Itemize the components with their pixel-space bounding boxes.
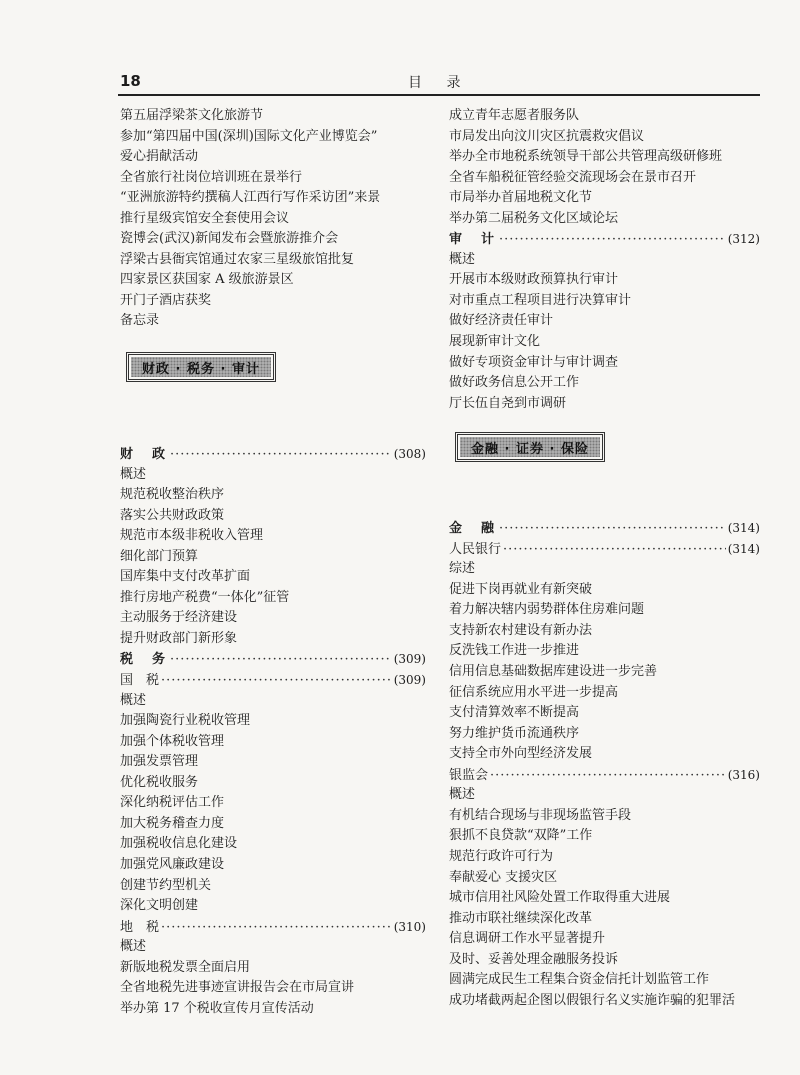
toc-item[interactable]: 加强陶瓷行业税收管理 — [120, 713, 251, 729]
toc-entry-tax[interactable] — [120, 649, 426, 670]
leader-dots — [490, 766, 726, 786]
toc-item[interactable]: 规范行政许可行为 — [449, 848, 554, 864]
entry-label: 银监会 — [449, 767, 489, 783]
toc-item[interactable]: 着力解决辖内弱势群体住房难问题 — [449, 602, 645, 618]
toc-entry-pboc[interactable] — [449, 539, 760, 560]
toc-item[interactable]: “亚洲旅游特约撰稿人江西行写作采访团”来景 — [120, 190, 381, 206]
toc-item[interactable]: 浮梁古县衙宾馆通过农家三星级旅馆批复 — [120, 251, 355, 267]
toc-item[interactable]: 概述 — [120, 692, 147, 708]
toc-item[interactable]: 概述 — [120, 939, 147, 955]
leader-dots — [499, 519, 726, 539]
entry-page: (309) — [393, 673, 426, 688]
entry-label: 地 税 — [120, 919, 160, 935]
finance-list — [120, 465, 426, 650]
toc-item[interactable]: 狠抓不良贷款“双降”工作 — [449, 828, 593, 844]
page-number: 18 — [120, 72, 141, 90]
toc-item[interactable]: 支持新农村建设有新办法 — [449, 622, 593, 638]
dishui-list — [120, 937, 426, 1019]
toc-item[interactable]: 主动服务于经济建设 — [120, 610, 238, 626]
toc-item[interactable]: 支持全市外向型经济发展 — [449, 746, 593, 762]
section-banner-finance-securities-insurance — [455, 432, 605, 462]
toc-entry-cbrc[interactable] — [449, 765, 760, 786]
toc-item[interactable]: 全省旅行社岗位培训班在景举行 — [120, 169, 303, 185]
section-banner-finance-tax-audit — [126, 352, 276, 382]
leader-dots — [161, 671, 392, 691]
dishui-continued-list — [449, 106, 760, 229]
toc-item[interactable]: 反洗钱工作进一步推进 — [449, 643, 580, 659]
toc-item[interactable]: 深化纳税评估工作 — [120, 795, 225, 811]
toc-item[interactable]: 推动市联社继续深化改革 — [449, 910, 593, 926]
toc-item[interactable]: 加强党风廉政建设 — [120, 856, 225, 872]
toc-item[interactable]: 综述 — [449, 561, 476, 577]
toc-item[interactable]: 展现新审计文化 — [449, 334, 541, 350]
toc-item[interactable]: 有机结合现场与非现场监管手段 — [449, 807, 632, 823]
toc-item[interactable]: 优化税收服务 — [120, 774, 199, 790]
entry-label: 税 务 — [120, 652, 169, 668]
toc-item[interactable]: 促进下岗再就业有新突破 — [449, 581, 593, 597]
entry-page: (309) — [393, 652, 426, 667]
toc-item[interactable]: 创建节约型机关 — [120, 877, 212, 893]
left-column — [120, 106, 426, 1019]
toc-item[interactable]: 全省车船税征管经验交流现场会在景市召开 — [449, 169, 697, 185]
toc-item[interactable]: 成功堵截两起企图以假银行名义实施诈骗的犯罪活 — [449, 992, 736, 1008]
toc-item[interactable]: 做好政务信息公开工作 — [449, 375, 580, 391]
page-header — [118, 72, 760, 96]
toc-item[interactable]: 成立青年志愿者服务队 — [449, 108, 580, 123]
toc-item[interactable]: 奉献爱心 支援灾区 — [449, 869, 558, 885]
toc-item[interactable]: 规范市本级非税收入管理 — [120, 528, 264, 544]
toc-item[interactable]: 城市信用社风险处置工作取得重大进展 — [449, 890, 671, 906]
leader-dots — [499, 230, 726, 250]
toc-item[interactable]: 加强税收信息化建设 — [120, 836, 238, 852]
toc-entry-jinrong[interactable] — [449, 518, 760, 539]
toc-item[interactable]: 爱心捐献活动 — [120, 149, 199, 165]
toc-item[interactable]: 新版地税发票全面启用 — [120, 959, 251, 975]
leader-dots — [170, 445, 392, 465]
entry-label: 金 融 — [449, 521, 498, 537]
right-column — [449, 106, 760, 1011]
toc-entry-guoshui[interactable] — [120, 670, 426, 691]
entry-page: (312) — [727, 232, 760, 247]
leader-dots — [170, 650, 392, 670]
toc-entry-finance[interactable] — [120, 444, 426, 465]
toc-item[interactable]: 细化部门预算 — [120, 548, 199, 564]
toc-item[interactable]: 举办全市地税系统领导干部公共管理高级研修班 — [449, 149, 723, 165]
tourism-list — [120, 106, 426, 332]
toc-item[interactable]: 市局举办首届地税文化节 — [449, 190, 593, 206]
entry-label: 人民银行 — [449, 541, 502, 557]
entry-page: (316) — [727, 767, 760, 782]
toc-item[interactable]: 规范税收整治秩序 — [120, 487, 225, 503]
toc-entry-audit[interactable] — [449, 229, 760, 250]
toc-item[interactable]: 支付清算效率不断提高 — [449, 705, 580, 721]
entry-label: 审 计 — [449, 232, 498, 248]
toc-item[interactable]: 市局发出向汶川灾区抗震救灾倡议 — [449, 128, 645, 144]
toc-item[interactable]: 加强发票管理 — [120, 754, 199, 770]
toc-item[interactable]: 厅长伍自尧到市调研 — [449, 395, 567, 411]
toc-item[interactable]: 开展市本级财政预算执行审计 — [449, 272, 619, 288]
toc-item[interactable]: 及时、妥善处理金融服务投诉 — [449, 951, 619, 967]
toc-entry-dishui[interactable] — [120, 917, 426, 938]
toc-item[interactable]: 加强个体税收管理 — [120, 733, 225, 749]
entry-label: 国 税 — [120, 673, 160, 689]
cbrc-list — [449, 785, 760, 1011]
leader-dots — [503, 540, 726, 560]
toc-item[interactable]: 深化文明创建 — [120, 898, 199, 914]
toc-item[interactable]: 推行房地产税费“一体化”征管 — [120, 589, 290, 605]
toc-item[interactable]: 征信系统应用水平进一步提高 — [449, 684, 619, 700]
banner-label: 金融 · 证券 · 保险 — [460, 437, 600, 457]
entry-label: 财 政 — [120, 447, 169, 463]
toc-item[interactable]: 信息调研工作水平显著提升 — [449, 931, 606, 947]
leader-dots — [161, 918, 392, 938]
guoshui-list — [120, 691, 426, 917]
toc-item[interactable]: 落实公共财政政策 — [120, 507, 225, 523]
toc-item[interactable]: 第五届浮梁茶文化旅游节 — [120, 108, 264, 123]
toc-item[interactable]: 瓷博会(武汉)新闻发布会暨旅游推介会 — [120, 231, 339, 247]
entry-page: (310) — [393, 919, 426, 934]
page-title: 目 录 — [408, 75, 471, 91]
toc-item[interactable]: 推行星级宾馆安全套使用会议 — [120, 210, 290, 226]
toc-item[interactable]: 全省地税先进事迹宣讲报告会在市局宣讲 — [120, 980, 355, 996]
entry-page: (308) — [393, 447, 426, 462]
toc-item[interactable]: 开门子酒店获奖 — [120, 292, 212, 308]
toc-item[interactable]: 信用信息基础数据库建设进一步完善 — [449, 664, 658, 680]
toc-item[interactable]: 举办第二届税务文化区域论坛 — [449, 210, 619, 226]
toc-item[interactable]: 对市重点工程项目进行决算审计 — [449, 292, 632, 308]
entry-page: (314) — [727, 521, 760, 536]
toc-item[interactable]: 提升财政部门新形象 — [120, 630, 238, 646]
toc-item[interactable]: 参加“第四届中国(深圳)国际文化产业博览会” — [120, 128, 378, 144]
toc-item[interactable]: 举办第 17 个税收宣传月宣传活动 — [120, 1000, 314, 1016]
banner-label: 财政 · 税务 · 审计 — [131, 357, 271, 377]
audit-list — [449, 250, 760, 414]
toc-item[interactable]: 做好专项资金审计与审计调查 — [449, 354, 619, 370]
entry-page: (314) — [727, 541, 760, 556]
toc-item[interactable]: 四家景区获国家 A 级旅游景区 — [120, 272, 294, 288]
toc-item[interactable]: 概述 — [449, 787, 476, 803]
toc-item[interactable]: 国库集中支付改革扩面 — [120, 569, 251, 585]
toc-item[interactable]: 备忘录 — [120, 313, 160, 329]
toc-item[interactable]: 加大税务稽查力度 — [120, 815, 225, 831]
toc-item[interactable]: 圆满完成民生工程集合资金信托计划监管工作 — [449, 972, 710, 988]
pboc-list — [449, 559, 760, 764]
toc-item[interactable]: 做好经济责任审计 — [449, 313, 554, 329]
toc-item[interactable]: 努力维护货币流通秩序 — [449, 725, 580, 741]
toc-item[interactable]: 概述 — [120, 466, 147, 482]
toc-item[interactable]: 概述 — [449, 251, 476, 267]
